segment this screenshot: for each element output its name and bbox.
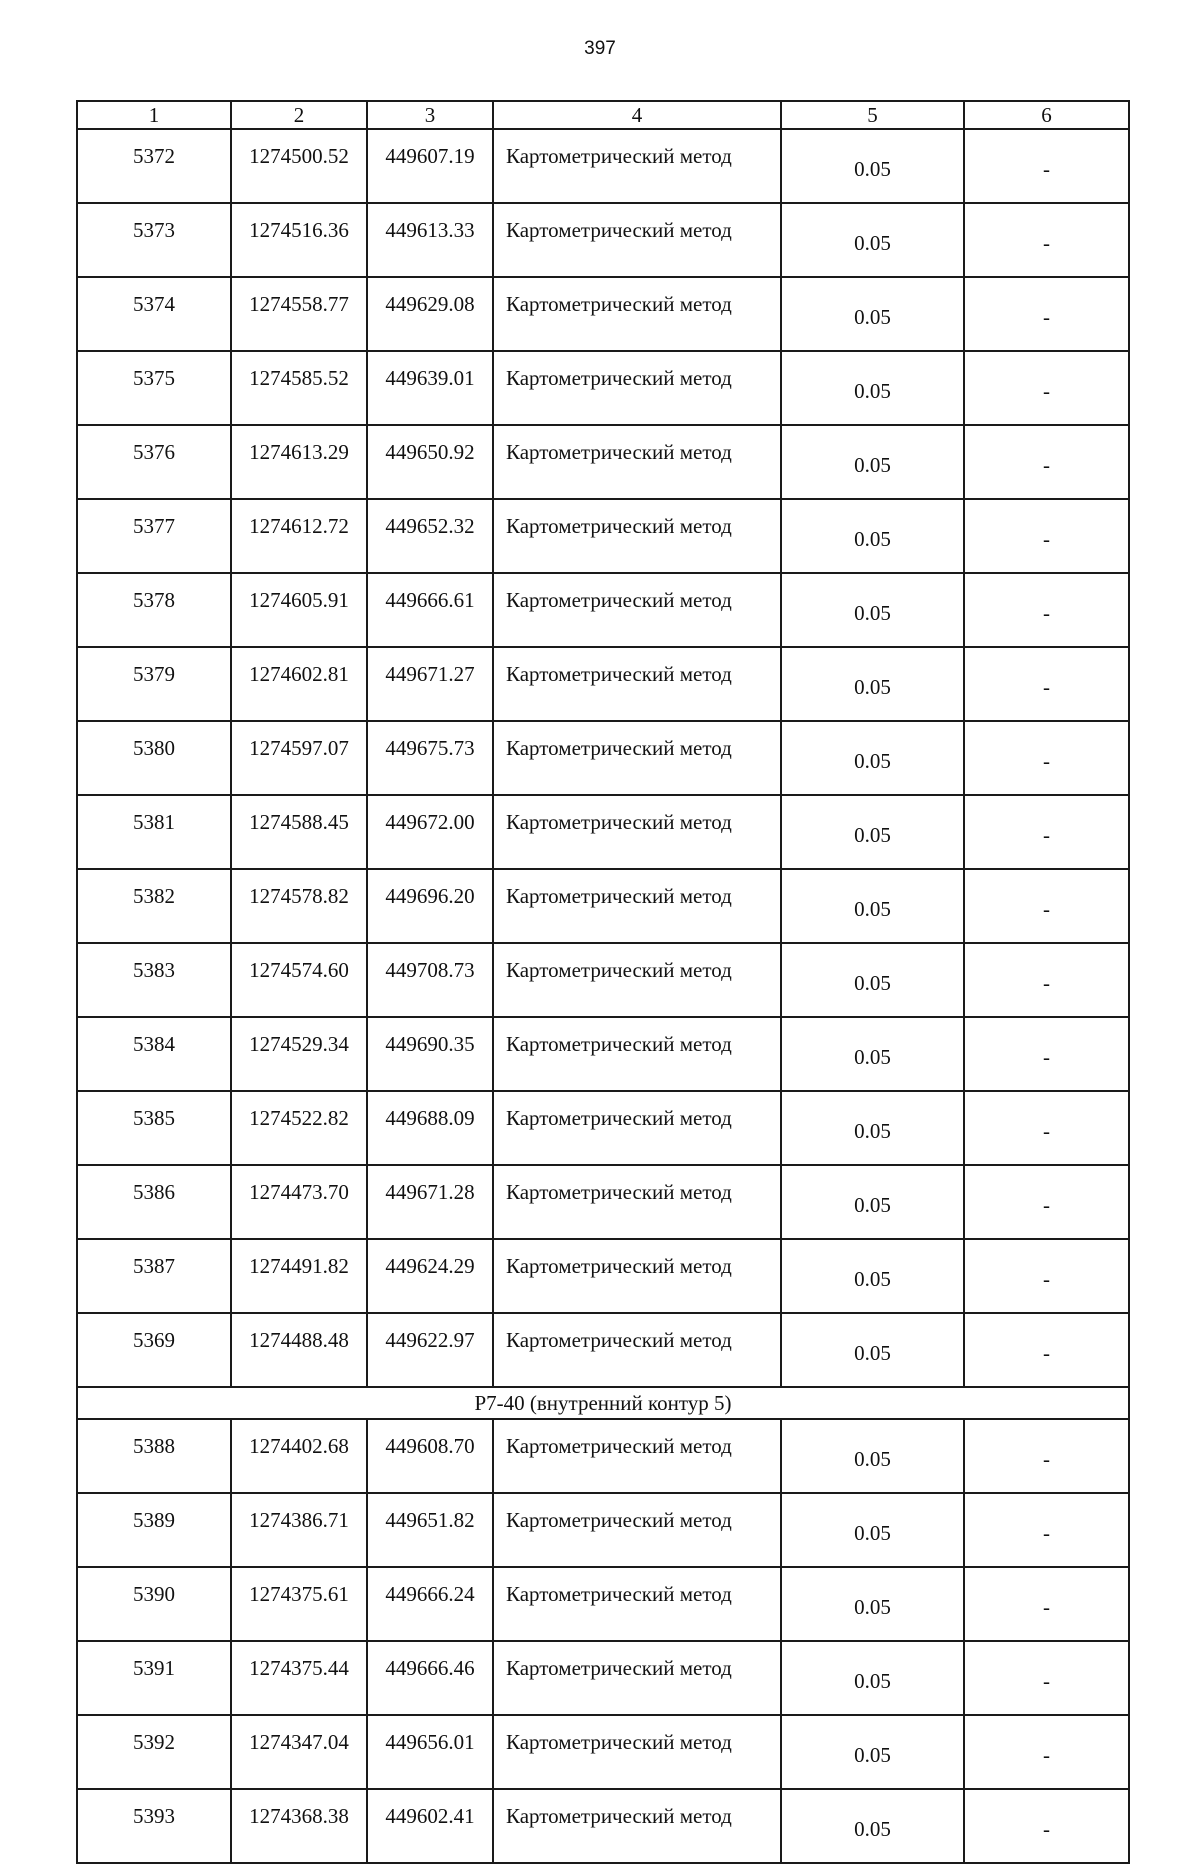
accuracy-cell: 0.05 <box>781 721 964 795</box>
y-coordinate-cell: 449629.08 <box>367 277 493 351</box>
accuracy-cell: 0.05 <box>781 1493 964 1567</box>
table-row <box>77 351 1129 425</box>
column-header-3: 3 <box>367 101 493 129</box>
accuracy-cell: 0.05 <box>781 129 964 203</box>
note-cell: - <box>964 573 1129 647</box>
point-number-cell: 5381 <box>77 795 231 869</box>
table-row <box>77 499 1129 573</box>
table-row <box>77 869 1129 943</box>
x-coordinate-cell: 1274574.60 <box>231 943 367 1017</box>
table-row <box>77 1641 1129 1715</box>
method-cell: Картометрический метод <box>493 499 781 573</box>
x-coordinate-cell: 1274585.52 <box>231 351 367 425</box>
method-cell: Картометрический метод <box>493 1017 781 1091</box>
method-cell: Картометрический метод <box>493 1313 781 1387</box>
table-row <box>77 203 1129 277</box>
x-coordinate-cell: 1274558.77 <box>231 277 367 351</box>
note-cell: - <box>964 721 1129 795</box>
table-row <box>77 277 1129 351</box>
note-cell: - <box>964 1239 1129 1313</box>
note-cell: - <box>964 1715 1129 1789</box>
accuracy-cell: 0.05 <box>781 425 964 499</box>
note-cell: - <box>964 647 1129 721</box>
y-coordinate-cell: 449696.20 <box>367 869 493 943</box>
y-coordinate-cell: 449652.32 <box>367 499 493 573</box>
method-cell: Картометрический метод <box>493 1789 781 1863</box>
y-coordinate-cell: 449656.01 <box>367 1715 493 1789</box>
method-cell: Картометрический метод <box>493 1091 781 1165</box>
y-coordinate-cell: 449688.09 <box>367 1091 493 1165</box>
accuracy-cell: 0.05 <box>781 1789 964 1863</box>
table-row <box>77 943 1129 1017</box>
table-row <box>77 795 1129 869</box>
note-cell: - <box>964 1789 1129 1863</box>
point-number-cell: 5384 <box>77 1017 231 1091</box>
note-cell: - <box>964 869 1129 943</box>
y-coordinate-cell: 449608.70 <box>367 1419 493 1493</box>
point-number-cell: 5387 <box>77 1239 231 1313</box>
table-row <box>77 1091 1129 1165</box>
table-row <box>77 1239 1129 1313</box>
point-number-cell: 5376 <box>77 425 231 499</box>
x-coordinate-cell: 1274375.61 <box>231 1567 367 1641</box>
note-cell: - <box>964 1567 1129 1641</box>
method-cell: Картометрический метод <box>493 573 781 647</box>
method-cell: Картометрический метод <box>493 203 781 277</box>
accuracy-cell: 0.05 <box>781 1715 964 1789</box>
header-row <box>77 101 1129 129</box>
method-cell: Картометрический метод <box>493 795 781 869</box>
x-coordinate-cell: 1274602.81 <box>231 647 367 721</box>
table-row <box>77 721 1129 795</box>
table-body-bottom <box>77 1419 1129 1863</box>
method-cell: Картометрический метод <box>493 1567 781 1641</box>
y-coordinate-cell: 449651.82 <box>367 1493 493 1567</box>
accuracy-cell: 0.05 <box>781 1313 964 1387</box>
y-coordinate-cell: 449624.29 <box>367 1239 493 1313</box>
table-row <box>77 1567 1129 1641</box>
x-coordinate-cell: 1274597.07 <box>231 721 367 795</box>
table-row <box>77 1419 1129 1493</box>
y-coordinate-cell: 449666.61 <box>367 573 493 647</box>
point-number-cell: 5388 <box>77 1419 231 1493</box>
note-cell: - <box>964 499 1129 573</box>
point-number-cell: 5369 <box>77 1313 231 1387</box>
note-cell: - <box>964 1313 1129 1387</box>
accuracy-cell: 0.05 <box>781 203 964 277</box>
method-cell: Картометрический метод <box>493 1493 781 1567</box>
accuracy-cell: 0.05 <box>781 499 964 573</box>
page-number: 397 <box>584 38 616 59</box>
y-coordinate-cell: 449602.41 <box>367 1789 493 1863</box>
table-row <box>77 1017 1129 1091</box>
x-coordinate-cell: 1274375.44 <box>231 1641 367 1715</box>
point-number-cell: 5385 <box>77 1091 231 1165</box>
coordinates-table <box>76 100 1130 1864</box>
x-coordinate-cell: 1274386.71 <box>231 1493 367 1567</box>
point-number-cell: 5374 <box>77 277 231 351</box>
table-body-top <box>77 129 1129 1387</box>
method-cell: Картометрический метод <box>493 277 781 351</box>
x-coordinate-cell: 1274402.68 <box>231 1419 367 1493</box>
y-coordinate-cell: 449639.01 <box>367 351 493 425</box>
table-row <box>77 647 1129 721</box>
table-row <box>77 1165 1129 1239</box>
point-number-cell: 5377 <box>77 499 231 573</box>
table-row <box>77 1789 1129 1863</box>
note-cell: - <box>964 129 1129 203</box>
accuracy-cell: 0.05 <box>781 943 964 1017</box>
y-coordinate-cell: 449666.24 <box>367 1567 493 1641</box>
point-number-cell: 5393 <box>77 1789 231 1863</box>
accuracy-cell: 0.05 <box>781 869 964 943</box>
note-cell: - <box>964 1641 1129 1715</box>
method-cell: Картометрический метод <box>493 1419 781 1493</box>
accuracy-cell: 0.05 <box>781 1091 964 1165</box>
method-cell: Картометрический метод <box>493 1715 781 1789</box>
accuracy-cell: 0.05 <box>781 1017 964 1091</box>
note-cell: - <box>964 425 1129 499</box>
point-number-cell: 5389 <box>77 1493 231 1567</box>
method-cell: Картометрический метод <box>493 721 781 795</box>
column-header-2: 2 <box>231 101 367 129</box>
method-cell: Картометрический метод <box>493 351 781 425</box>
x-coordinate-cell: 1274488.48 <box>231 1313 367 1387</box>
point-number-cell: 5386 <box>77 1165 231 1239</box>
y-coordinate-cell: 449650.92 <box>367 425 493 499</box>
x-coordinate-cell: 1274605.91 <box>231 573 367 647</box>
point-number-cell: 5383 <box>77 943 231 1017</box>
point-number-cell: 5372 <box>77 129 231 203</box>
method-cell: Картометрический метод <box>493 425 781 499</box>
accuracy-cell: 0.05 <box>781 351 964 425</box>
y-coordinate-cell: 449672.00 <box>367 795 493 869</box>
table-row <box>77 1313 1129 1387</box>
method-cell: Картометрический метод <box>493 129 781 203</box>
y-coordinate-cell: 449607.19 <box>367 129 493 203</box>
x-coordinate-cell: 1274588.45 <box>231 795 367 869</box>
note-cell: - <box>964 203 1129 277</box>
y-coordinate-cell: 449708.73 <box>367 943 493 1017</box>
note-cell: - <box>964 277 1129 351</box>
accuracy-cell: 0.05 <box>781 795 964 869</box>
note-cell: - <box>964 351 1129 425</box>
note-cell: - <box>964 1165 1129 1239</box>
method-cell: Картометрический метод <box>493 1239 781 1313</box>
accuracy-cell: 0.05 <box>781 1165 964 1239</box>
x-coordinate-cell: 1274522.82 <box>231 1091 367 1165</box>
column-header-5: 5 <box>781 101 964 129</box>
x-coordinate-cell: 1274578.82 <box>231 869 367 943</box>
table-row <box>77 573 1129 647</box>
point-number-cell: 5378 <box>77 573 231 647</box>
x-coordinate-cell: 1274500.52 <box>231 129 367 203</box>
y-coordinate-cell: 449613.33 <box>367 203 493 277</box>
point-number-cell: 5375 <box>77 351 231 425</box>
x-coordinate-cell: 1274347.04 <box>231 1715 367 1789</box>
table-row <box>77 425 1129 499</box>
y-coordinate-cell: 449666.46 <box>367 1641 493 1715</box>
method-cell: Картометрический метод <box>493 869 781 943</box>
point-number-cell: 5380 <box>77 721 231 795</box>
point-number-cell: 5390 <box>77 1567 231 1641</box>
x-coordinate-cell: 1274473.70 <box>231 1165 367 1239</box>
column-header-6: 6 <box>964 101 1129 129</box>
note-cell: - <box>964 1017 1129 1091</box>
note-cell: - <box>964 943 1129 1017</box>
x-coordinate-cell: 1274529.34 <box>231 1017 367 1091</box>
y-coordinate-cell: 449675.73 <box>367 721 493 795</box>
table-row <box>77 1715 1129 1789</box>
y-coordinate-cell: 449671.28 <box>367 1165 493 1239</box>
method-cell: Картометрический метод <box>493 1165 781 1239</box>
section-title: Р7-40 (внутренний контур 5) <box>77 1387 1129 1419</box>
table-row <box>77 129 1129 203</box>
accuracy-cell: 0.05 <box>781 1419 964 1493</box>
y-coordinate-cell: 449671.27 <box>367 647 493 721</box>
point-number-cell: 5379 <box>77 647 231 721</box>
x-coordinate-cell: 1274516.36 <box>231 203 367 277</box>
x-coordinate-cell: 1274368.38 <box>231 1789 367 1863</box>
x-coordinate-cell: 1274613.29 <box>231 425 367 499</box>
point-number-cell: 5373 <box>77 203 231 277</box>
point-number-cell: 5391 <box>77 1641 231 1715</box>
note-cell: - <box>964 1419 1129 1493</box>
table-row <box>77 1493 1129 1567</box>
column-header-4: 4 <box>493 101 781 129</box>
x-coordinate-cell: 1274612.72 <box>231 499 367 573</box>
note-cell: - <box>964 1493 1129 1567</box>
method-cell: Картометрический метод <box>493 647 781 721</box>
method-cell: Картометрический метод <box>493 1641 781 1715</box>
y-coordinate-cell: 449622.97 <box>367 1313 493 1387</box>
method-cell: Картометрический метод <box>493 943 781 1017</box>
point-number-cell: 5382 <box>77 869 231 943</box>
column-header-1: 1 <box>77 101 231 129</box>
note-cell: - <box>964 795 1129 869</box>
accuracy-cell: 0.05 <box>781 1567 964 1641</box>
point-number-cell: 5392 <box>77 1715 231 1789</box>
x-coordinate-cell: 1274491.82 <box>231 1239 367 1313</box>
accuracy-cell: 0.05 <box>781 573 964 647</box>
accuracy-cell: 0.05 <box>781 1239 964 1313</box>
accuracy-cell: 0.05 <box>781 277 964 351</box>
section-header-row <box>77 1387 1129 1419</box>
y-coordinate-cell: 449690.35 <box>367 1017 493 1091</box>
note-cell: - <box>964 1091 1129 1165</box>
accuracy-cell: 0.05 <box>781 647 964 721</box>
accuracy-cell: 0.05 <box>781 1641 964 1715</box>
